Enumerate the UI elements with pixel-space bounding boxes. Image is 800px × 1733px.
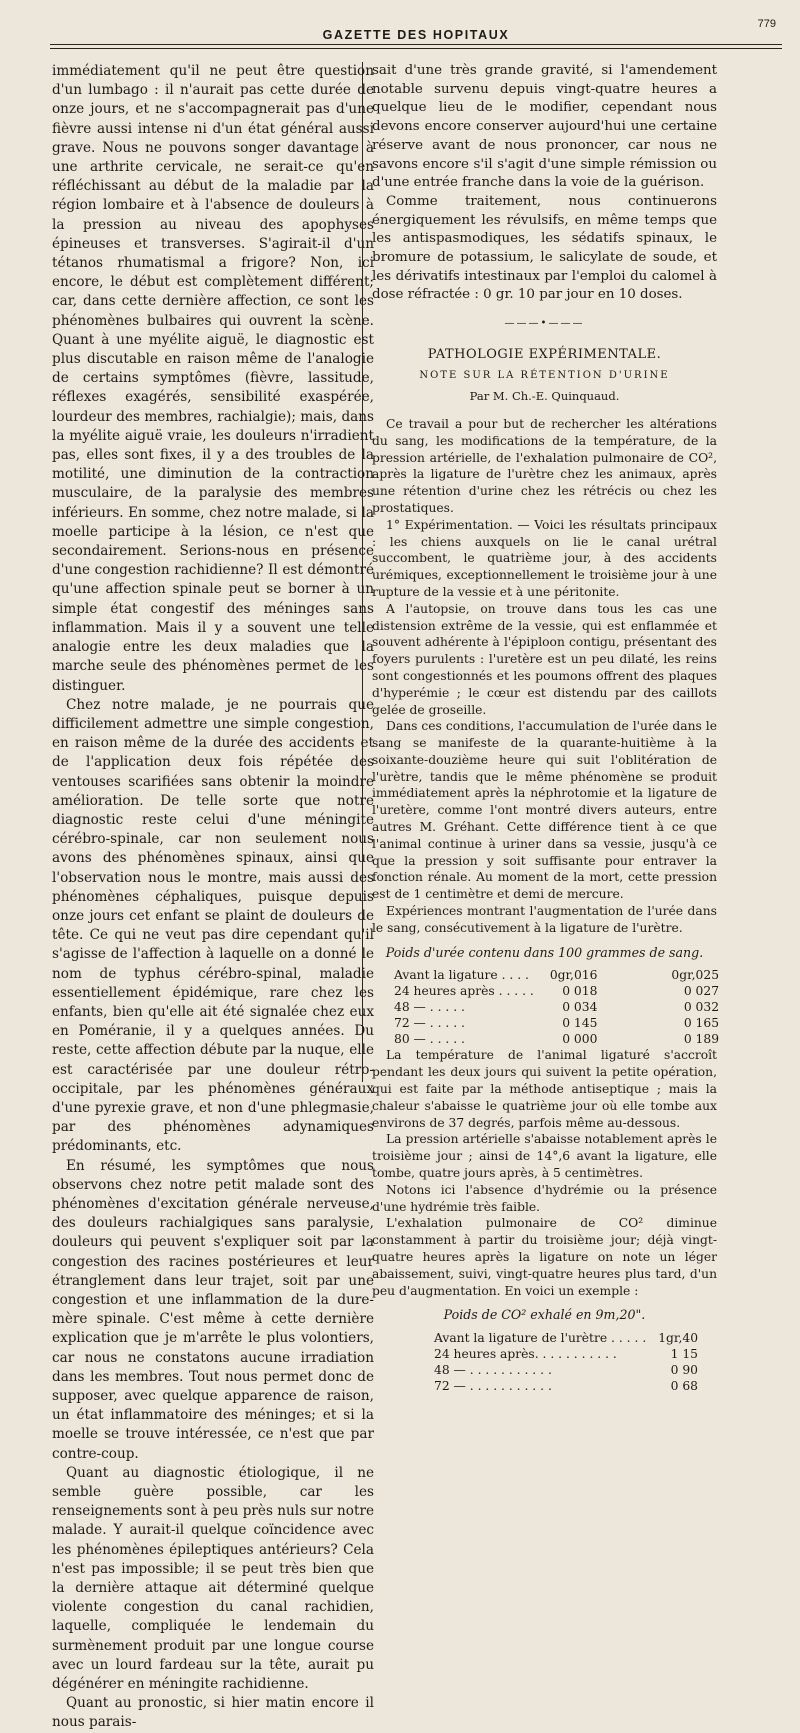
article-paragraph-2: 1° Expérimentation. — Voici les résultats principaux : les chiens auxquels on lie le canal urétral succombent, le quatrième jour, à des accidents urémiques, exceptionnellement le troisième jour à une rupture de la vessie et à une péritonite. (372, 517, 717, 599)
table-row (430, 1330, 702, 1346)
header-rule-thin (50, 48, 782, 49)
page-header (50, 14, 782, 44)
value-cell: 0 018 (562, 984, 598, 999)
table-row (430, 1378, 702, 1394)
urea-table-caption: Poids d'urée contenu dans 100 grammes de sang. (385, 944, 704, 960)
left-paragraph-1: immédiatement qu'il ne peut être question d'un lumbago : il n'aurait pas cette durée de onze jours, et ne s'accompagnerait pas d'une fièvre aussi intense ni d'un état général aussi grave. Nous ne pouvons songer davantage à une arthrite cervicale, ne serait-ce qu'en réfléchissant au début de la maladie par la région lombaire et à l'absence de douleurs à la pression au niveau des apophyses épineuses et transverses. S'agirait-il d'un tétanos rhumatismal a frigore? Non, ici encore, le début est complètement différent; car, dans cette dernière affection, ce sont les phénomènes bulbaires qui ouvrent la scène. Quant à une myélite aiguë, le diagnostic est plus discutable en raison même de l'analogie de certains symptômes (fièvre, lassitude, réflexes exagérés, sensibilité exaspérée, lourdeur des membres, rachialgie); mais, dans la myélite aiguë vraie, les douleurs n'irradient pas, elles sont fixes, il y a des troubles de la motilité, une diminution de la contraction musculaire, de la paralysie des membres inférieurs. En somme, chez notre malade, si la moelle participe à la lésion, ce n'est que secondairement. Serions-nous en présence d'une congestion rachidienne? Il est démontré qu'une affection spinale peut se borner à un simple état congestif des méninges sans inflammation. Mais il y a souvent une telle analogie entre les deux maladies que la marche seule des phénomènes permet de les distinguer. (52, 63, 374, 694)
right-paragraph-2: Comme traitement, nous continuerons énergiquement les révulsifs, en même temps que les antispasmodiques, les sédatifs spinaux, le bromure de potassium, le salicylate de soude, et les dérivatifs intestinaux par l'emploi du calomel à dose réfractée : 0 gr. 10 par jour en 10 doses. (372, 193, 717, 303)
row-label: Avant la ligature . . . . (394, 968, 529, 983)
left-paragraph-4: Quant au diagnostic étiologique, il ne semble guère possible, car les renseignements sont à peu près nuls sur notre malade. Y aurait-il quelque coïncidence avec les phénomènes épileptiques antérieurs? Cela n'est pas impossible; il se peut très bien que la dernière attaque ait déterminé quelque violente congestion du canal rachidien, laquelle, compliquée le lendemain du surmènement produit par une longue course avec un lourd fardeau sur la tête, aurait pu dégénérer en méningite rachidienne. (52, 1464, 374, 1693)
value-cell: 0gr,016 (549, 968, 598, 983)
co2-table-caption: Poids de CO² exhalé en 9m,20". (443, 1307, 646, 1323)
left-paragraph-2: Chez notre malade, je ne pourrais que difficilement admettre une simple congestion, en raison même de la durée des accidents et de l'application deux fois répétée des ventouses scarifiées sans obtenir la moindre amélioration. De telle sorte que notre diagnostic reste celui d'une méningite cérébro-spinale, car non seulement nous avons des phénomènes spinaux, ainsi que l'observation nous le montre, mais aussi des phénomènes céphaliques, puisque depuis onze jours cet enfant se plaint de douleurs de tête. Ce qui ne veut pas dire cependant qu'il s'agisse de l'affection à laquelle on a donné le nom de typhus cérébro-spinal, maladie essentiellement épidémique, rare chez les enfants, bien qu'elle ait été signalée chez eux en Poméranie, il y a quelques années. Du reste, cette affection débute par la nuque, elle est caractérisée par une douleur rétro-occipitale, par les phénomènes généraux d'une pyrexie grave, et non d'une phlegmasie, par des phénomènes adynamiques prédominants, etc. (52, 696, 374, 1155)
row-label: 72 — . . . . . (394, 1016, 465, 1031)
value-cell: 0 90 (670, 1363, 699, 1378)
section-separator: ———•——— (504, 318, 585, 330)
article-paragraph-5: Expériences montrant l'augmentation de l'urée dans le sang, consécutivement à la ligature de l'urètre. (372, 904, 717, 935)
value-cell: 0 145 (562, 1016, 598, 1031)
journal-title: GAZETTE DES HOPITAUX (322, 28, 510, 42)
value-cell: 0 032 (683, 1000, 720, 1015)
row-label: Avant la ligature de l'urètre . . . . . (434, 1331, 647, 1346)
row-label: 48 — . . . . . (394, 1000, 465, 1015)
value-cell: 0 000 (562, 1032, 598, 1047)
left-column (52, 62, 374, 1733)
value-cell: 0gr,025 (671, 968, 720, 983)
table-row (390, 1015, 723, 1031)
value-cell: 0 68 (670, 1379, 699, 1394)
article-paragraph-9: L'exhalation pulmonaire de CO² diminue constamment à partir du troisième jour; déjà vingt-quatre heures après la ligature on note un léger abaissement, suivi, vingt-quatre heures plus tard, d'un peu d'augmentation. En voici un exemple : (372, 1216, 717, 1298)
article-paragraph-7: La pression artérielle s'abaisse notablement après le troisième jour ; ainsi de 14°,6 avant la ligature, elle tombe, quatre jours après, à 5 centimètres. (372, 1132, 717, 1181)
article-paragraph-1: Ce travail a pour but de rechercher les altérations du sang, les modifications de la température, de la pression artérielle, de l'exhalation pulmonaire de CO², après la ligature de l'urètre chez les animaux, après une rétention d'urine chez les rétrécis ou chez les prostatiques. (372, 416, 717, 515)
value-cell: 1gr,40 (658, 1331, 699, 1346)
value-cell: 0 165 (683, 1016, 720, 1031)
left-paragraph-3: En résumé, les symptômes que nous observons chez notre petit malade sont des phénomènes d'excitation générale nerveuse, des douleurs rachialgiques sans paralysie, douleurs qui peuvent s'expliquer soit par la congestion des racines postérieures et leur étranglement dans leur trajet, soit par une congestion et une inflammation de la dure-mère spinale. C'est même à cette dernière explication que je m'arrête le plus volontiers, car nous ne constatons aucune irradiation dans les membres. Tout nous permet donc de supposer, avec quelque apparence de raison, un état inflammatoire des méninges; et si la moelle se trouve intéressée, ce n'est que par contre-coup. (52, 1157, 374, 1462)
row-label: 48 — . . . . . . . . . . . (434, 1363, 552, 1378)
section-title: PATHOLOGIE EXPÉRIMENTALE. (427, 346, 662, 362)
article-paragraph-6: La température de l'animal ligaturé s'accroît pendant les deux jours qui suivent la petite opération, qui est faite par la méthode antiseptique ; mais la chaleur s'abaisse le quatrième jour où elle tombe aux environs de 37 degrés, parfois même au-dessous. (372, 1048, 717, 1130)
value-cell: 1 15 (670, 1347, 699, 1362)
value-cell: 0 189 (683, 1032, 720, 1047)
article-paragraph-8: Notons ici l'absence d'hydrémie ou la présence d'une hydrémie très faible. (372, 1182, 717, 1214)
row-label: 72 — . . . . . . . . . . . (434, 1379, 552, 1394)
right-paragraph-1: sait d'une très grande gravité, si l'amendement notable survenu depuis vingt-quatre heures a quelque lieu de le modifier, cependant nous devons encore conserver aujourd'hui une certaine réserve avant de nous prononcer, car nous ne savons encore s'il s'agit d'une simple rémission ou d'une entrée franche dans la voie de la guérison. (372, 63, 717, 191)
table-row (390, 1031, 723, 1047)
article-paragraph-3: A l'autopsie, on trouve dans tous les cas une distension extrême de la vessie, qui est enflammée et souvent adhérente à l'épiploon contigu, présentant des foyers purulents : l'uretère est un peu dilaté, les reins sont congestionnés et les poumons offrent des plaques d'hyperémie ; le cœur est distendu par des caillots gelée de groseille. (372, 601, 717, 717)
table-row (390, 983, 723, 999)
table-row (430, 1362, 702, 1378)
article-body (372, 416, 720, 1394)
urea-table (390, 967, 723, 1047)
table-row (390, 967, 723, 983)
section-author: Par M. Ch.-E. Quinquaud. (469, 389, 620, 404)
table-row (430, 1346, 702, 1362)
article-paragraph-4: Dans ces conditions, l'accumulation de l'urée dans le sang se manifeste de la quarante-huitième à la soixante-douzième heure qui suit l'oblitération de l'urètre, tandis que le même phénomène se produit immédiatement après la néphrotomie et la ligature de l'uretère, comme l'ont montré divers auteurs, entre autres M. Gréhant. Cette différence tient à ce que l'animal continue à uriner dans sa vessie, jusqu'à ce que la pression y soit suffisante pour entraver la fonction rénale. Au moment de la mort, cette pression est de 1 centimètre et demi de mercure. (372, 719, 717, 902)
header-rule-thick (50, 44, 782, 45)
row-label: 24 heures après. . . . . . . . . . . (434, 1347, 617, 1362)
row-label: 80 — . . . . . (394, 1032, 465, 1047)
value-cell: 0 027 (683, 984, 720, 999)
section-subtitle: NOTE SUR LA RÉTENTION D'URINE (419, 369, 670, 381)
value-cell: 0 034 (562, 1000, 598, 1015)
co2-table (430, 1330, 702, 1394)
row-label: 24 heures après . . . . . (394, 984, 534, 999)
table-row (390, 999, 723, 1015)
page-number: 779 (757, 18, 776, 30)
left-paragraph-5: Quant au pronostic, si hier matin encore il nous parais- (52, 1695, 374, 1731)
right-column (372, 62, 720, 1394)
